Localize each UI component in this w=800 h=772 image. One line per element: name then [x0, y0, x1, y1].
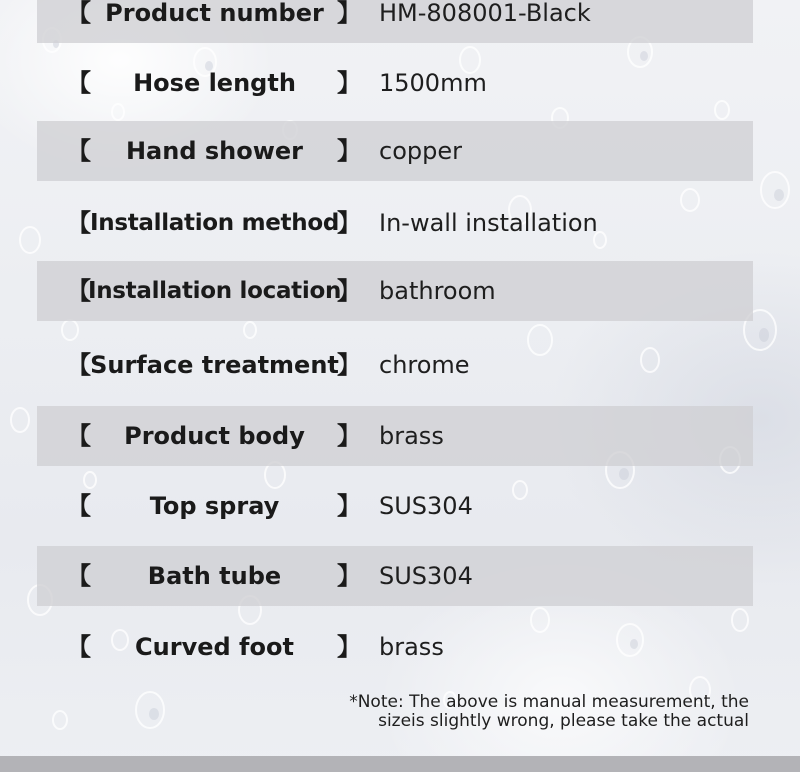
spec-label: Product number: [105, 0, 324, 27]
spec-value: 1500mm: [379, 69, 487, 97]
spec-row-hand-shower: [37, 121, 753, 181]
spec-value: bathroom: [379, 277, 496, 305]
close-bracket: 】: [337, 0, 361, 27]
close-bracket: 】: [337, 422, 361, 450]
close-bracket: 】: [337, 137, 361, 165]
measurement-note: [349, 693, 749, 731]
spec-row-product-number: [37, 0, 753, 43]
spec-label: Installation location: [87, 278, 342, 304]
footer-divider-bar: [0, 756, 800, 772]
spec-row-hose-length: [37, 53, 753, 113]
spec-label: Installation method: [90, 210, 339, 236]
spec-value: SUS304: [379, 492, 473, 520]
open-bracket: 【: [67, 277, 91, 305]
open-bracket: 【: [67, 562, 91, 590]
open-bracket: 【: [67, 351, 91, 379]
close-bracket: 】: [337, 209, 361, 237]
spec-value: In-wall installation: [379, 209, 598, 237]
spec-label: Hose length: [133, 69, 296, 97]
open-bracket: 【: [67, 492, 91, 520]
open-bracket: 【: [67, 137, 91, 165]
close-bracket: 】: [337, 351, 361, 379]
open-bracket: 【: [67, 209, 91, 237]
spec-value: brass: [379, 633, 444, 661]
close-bracket: 】: [337, 69, 361, 97]
note-line-2: sizeis slightly wrong, please take the actual: [378, 711, 749, 731]
spec-row-bath-tube: [37, 546, 753, 606]
spec-row-installation-method: [37, 193, 753, 253]
spec-row-installation-location: [37, 261, 753, 321]
spec-value: brass: [379, 422, 444, 450]
spec-label: Top spray: [149, 492, 280, 520]
open-bracket: 【: [67, 633, 91, 661]
open-bracket: 【: [67, 69, 91, 97]
spec-row-curved-foot: [37, 617, 753, 677]
close-bracket: 】: [337, 633, 361, 661]
spec-value: HM-808001-Black: [379, 0, 591, 27]
close-bracket: 】: [337, 277, 361, 305]
note-line-1: *Note: The above is manual measurement, the: [349, 692, 749, 712]
open-bracket: 【: [67, 422, 91, 450]
spec-label: Product body: [124, 422, 305, 450]
close-bracket: 】: [337, 492, 361, 520]
open-bracket: 【: [67, 0, 91, 27]
spec-row-top-spray: [37, 476, 753, 536]
spec-value: SUS304: [379, 562, 473, 590]
spec-value: chrome: [379, 351, 470, 379]
spec-label: Curved foot: [135, 633, 294, 661]
spec-label: Surface treatment: [90, 351, 339, 379]
spec-row-product-body: [37, 406, 753, 466]
close-bracket: 】: [337, 562, 361, 590]
spec-label: Hand shower: [125, 137, 304, 165]
spec-row-surface-treatment: [37, 335, 753, 395]
spec-label: Bath tube: [147, 562, 282, 590]
spec-value: copper: [379, 137, 462, 165]
